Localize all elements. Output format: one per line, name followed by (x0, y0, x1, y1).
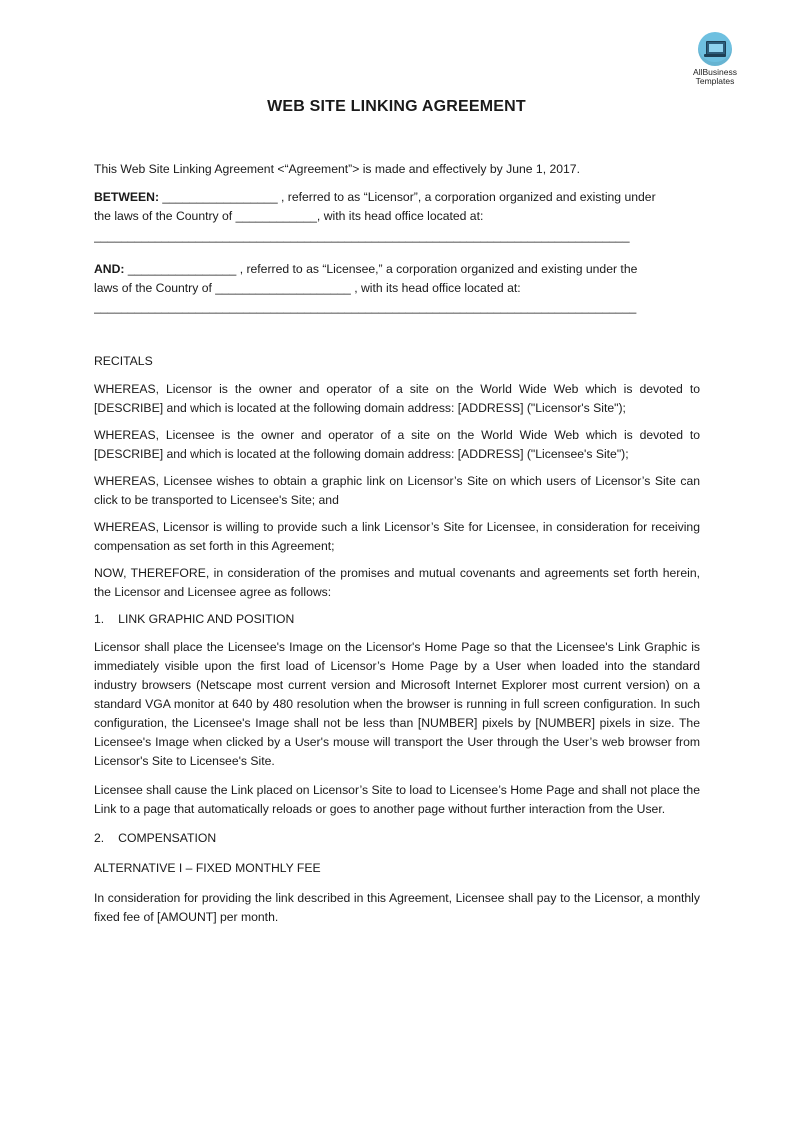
section-1-number: 1. (94, 612, 105, 626)
between-text1: _________________ , referred to as “Licensor”, a corporation organized and existing under (159, 190, 656, 204)
section-1-heading (94, 610, 700, 629)
section-2-number: 2. (94, 831, 105, 845)
intro-paragraph: This Web Site Linking Agreement <“Agreement”> is made and effectively by June 1, 2017. (94, 162, 580, 176)
alternative-1-heading: ALTERNATIVE I – FIXED MONTHLY FEE (94, 861, 321, 875)
document-body (94, 160, 700, 927)
logo-line1: AllBusiness (693, 67, 737, 77)
and-text2: laws of the Country of ____________________ , with its head office located at: (94, 281, 521, 295)
section-1-para-2: Licensee shall cause the Link placed on Licensor’s Site to load to Licensee’s Home Page and shall not place the Link to a page that automatically reloads or goes to another page without further interaction from the User. (94, 783, 700, 816)
section-2-para-1: In consideration for providing the link described in this Agreement, Licensee shall pay to the Licensor, a monthly fixed fee of [AMOUNT] per month. (94, 891, 700, 924)
and-text1: ________________ , referred to as “Licensee,” a corporation organized and existing under the (124, 262, 638, 276)
whereas-2: WHEREAS, Licensee is the owner and operator of a site on the World Wide Web which is devoted to [DESCRIBE] and which is located at the following domain address: [ADDRESS] ("Licensee's Site"); (94, 428, 700, 461)
and-label: AND: (94, 262, 125, 276)
logo-text (684, 68, 746, 86)
section-1-para-1: Licensor shall place the Licensee's Image on the Licensor's Home Page so that the Licensee's Link Graphic is immediately visible upon the first load of Licensor’s Home Page by a User when loaded into the standard industry browsers (Netscape most current version and Microsoft Internet Explorer most current version) on a standard VGA monitor at 640 by 480 resolution when the browser is running in full screen configuration. In such configuration, the Licensee's Image shall not be less than [NUMBER] pixels by [NUMBER] pixels in size. The Licensee's Image when clicked by a User's mouse will transport the User through the User’s web browser from Licensor's Site to Licensee's Site. (94, 640, 700, 768)
section-1-title: LINK GRAPHIC AND POSITION (118, 612, 295, 626)
laptop-icon (698, 32, 732, 66)
now-therefore: NOW, THEREFORE, in consideration of the promises and mutual covenants and agreements set forth herein, the Licensor and Licensee agree as follows: (94, 566, 700, 599)
between-paragraph (94, 188, 700, 226)
allbusiness-templates-logo (684, 32, 746, 86)
section-2-heading (94, 829, 700, 848)
whereas-1: WHEREAS, Licensor is the owner and operator of a site on the World Wide Web which is devoted to [DESCRIBE] and which is located at the following domain address: [ADDRESS] ("Licensor's Site"); (94, 382, 700, 415)
document-title: WEB SITE LINKING AGREEMENT (267, 98, 526, 115)
licensor-address-line: _______________________________________________________________________________ (94, 229, 630, 243)
whereas-4: WHEREAS, Licensor is willing to provide such a link Licensor’s Site for Licensee, in consideration for receiving compensation as set forth in this Agreement; (94, 520, 700, 553)
between-text2: the laws of the Country of ____________, with its head office located at: (94, 209, 484, 223)
and-paragraph (94, 260, 700, 298)
section-2-title: COMPENSATION (118, 831, 217, 845)
logo-line2: Templates (695, 76, 735, 86)
whereas-3: WHEREAS, Licensee wishes to obtain a graphic link on Licensor’s Site on which users of Licensor’s Site can click to be transported to Licensee's Site; and (94, 474, 700, 507)
licensee-address-line: ________________________________________________________________________________ (94, 300, 637, 314)
between-label: BETWEEN: (94, 190, 159, 204)
recitals-heading: RECITALS (94, 354, 153, 368)
